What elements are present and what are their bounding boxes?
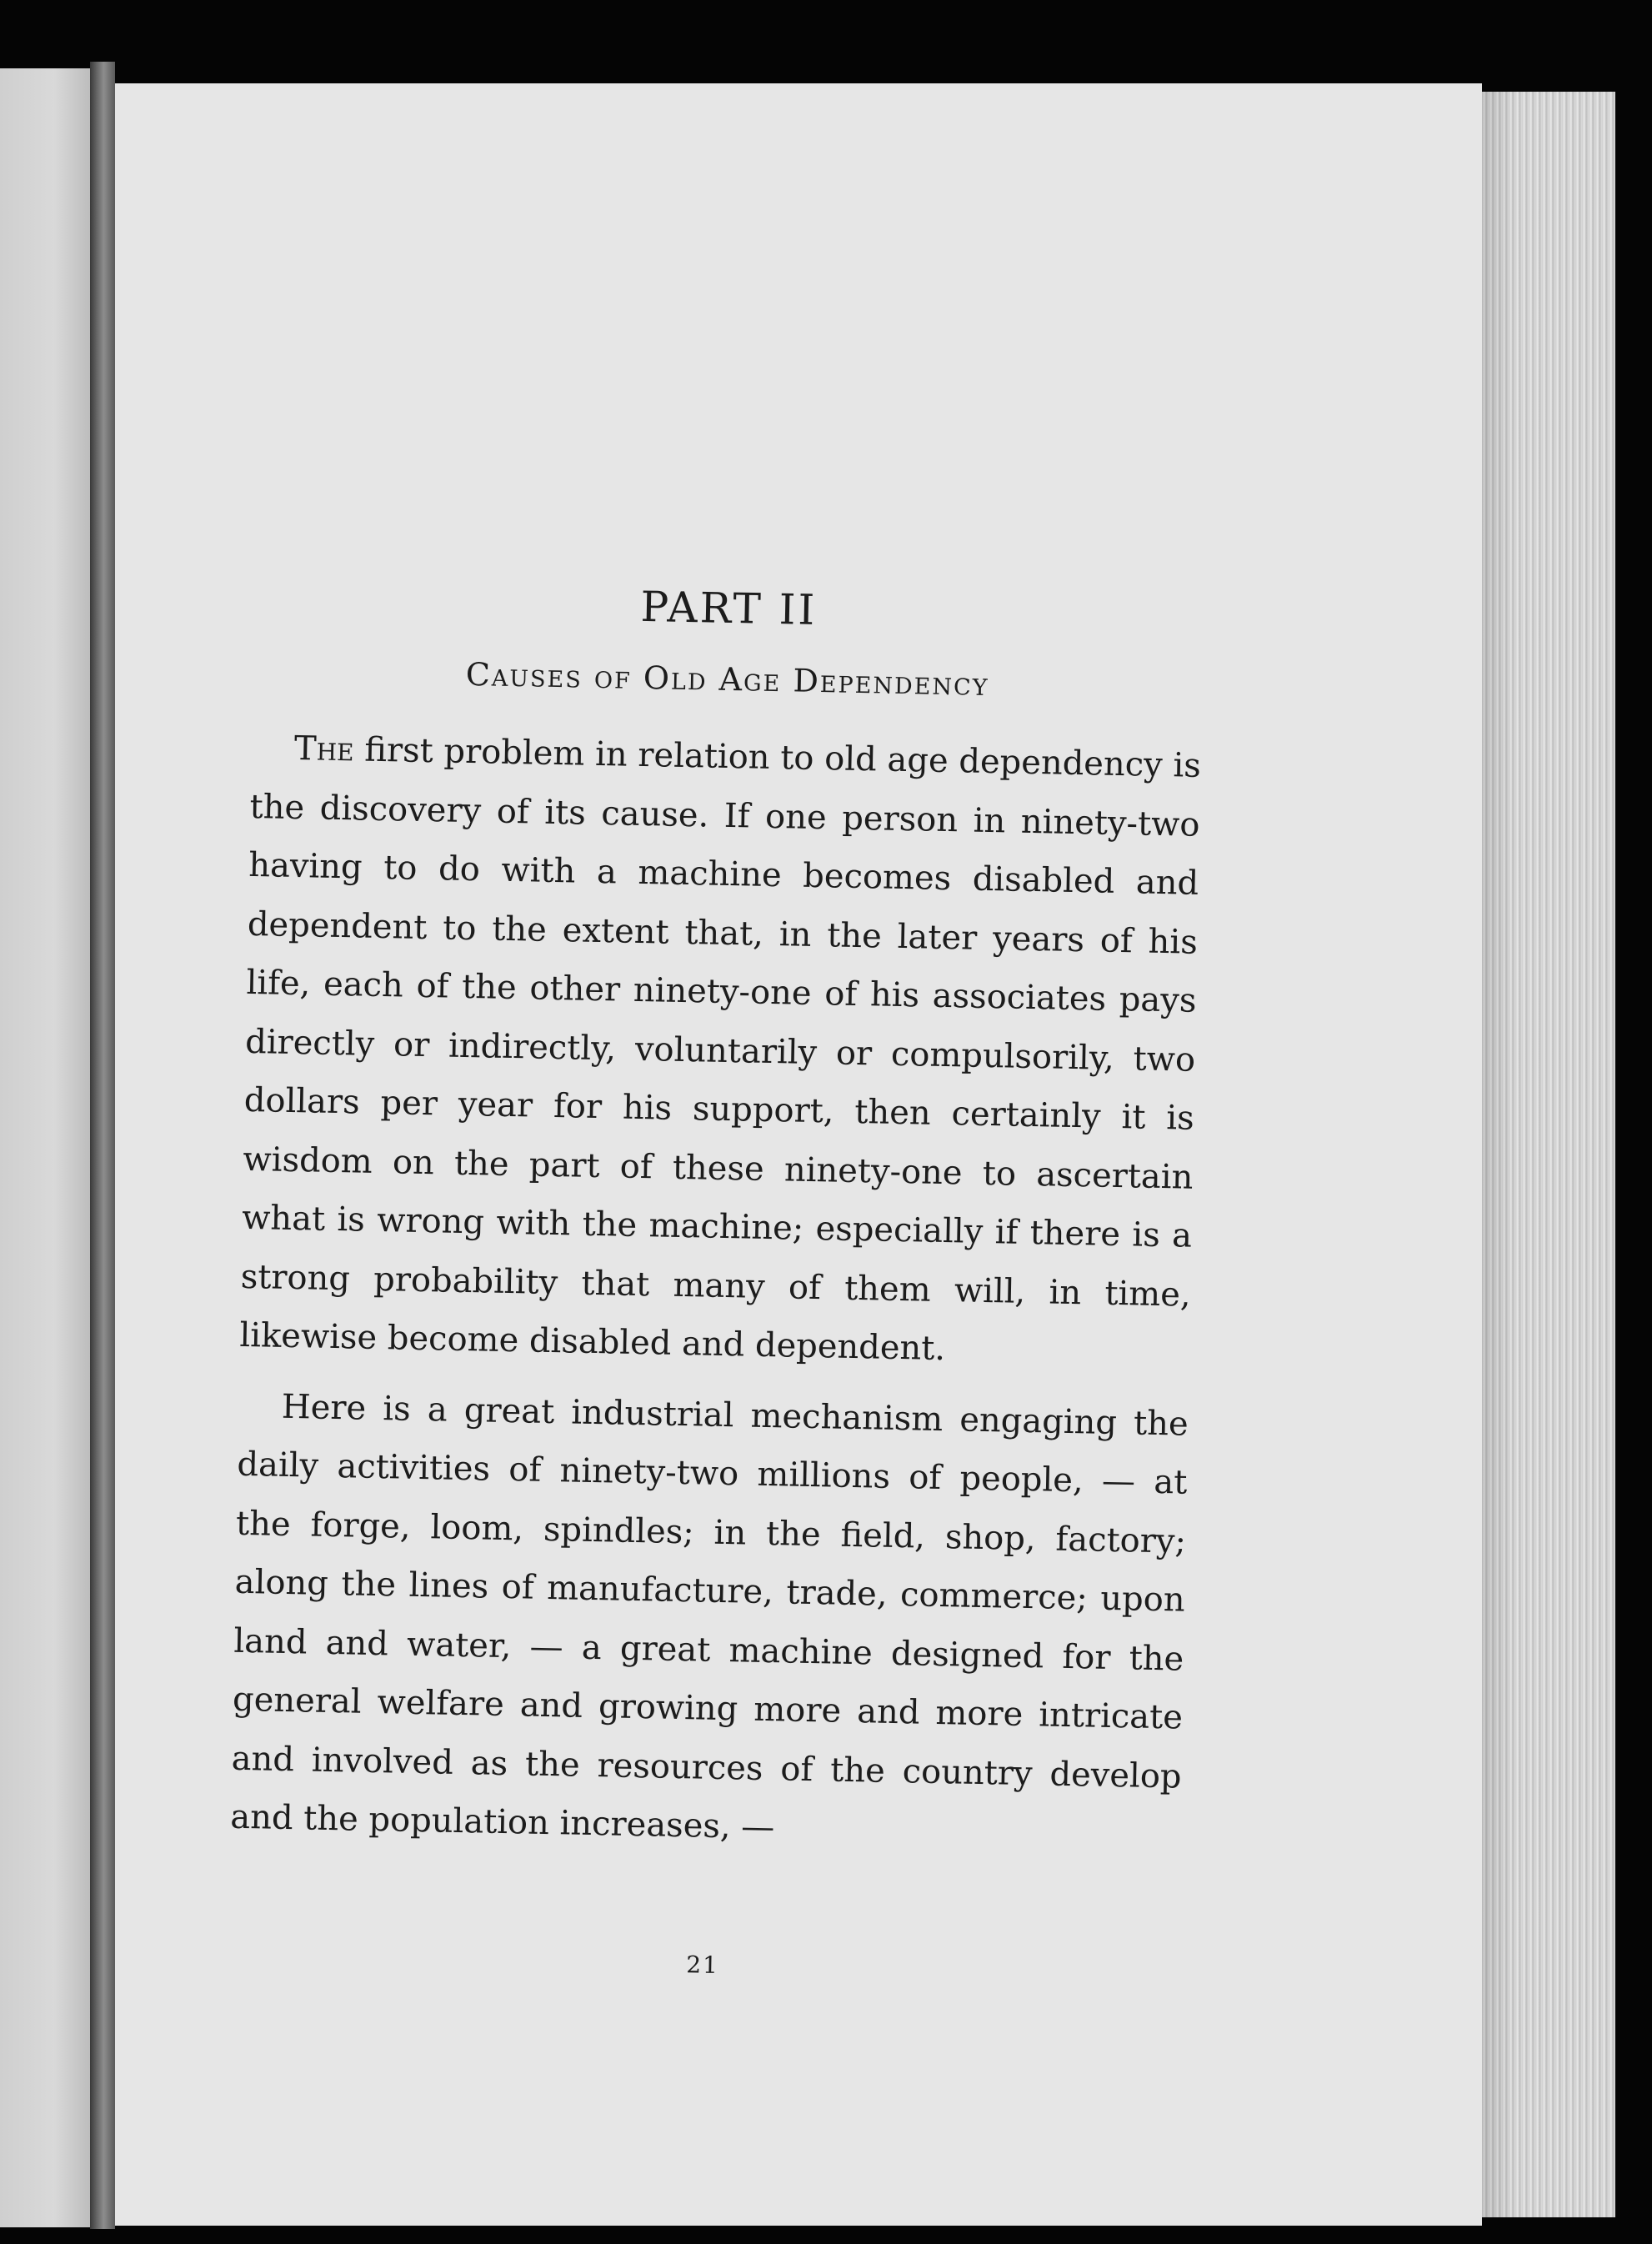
page-text-block <box>229 575 1204 1980</box>
page-edge-shadow <box>1482 92 1515 2217</box>
chapter-title: Causes of Old Age Dependency <box>465 655 989 703</box>
paragraph-2 <box>230 1376 1189 1865</box>
paragraph-2-text: Here is a great industrial mechanism engaging the daily activities of ninety-two millions of people, — at the forge, loom, spindles; in the field, shop, factory; along the lines of manufacture, trade, commerce; upon land and water, — a great machine designed for the general welfare and growing more and more intricate and involved as the resources of the country develop and the population increases, — <box>229 1387 1189 1847</box>
book-gutter <box>90 62 115 2229</box>
previous-page-edge <box>0 68 90 2227</box>
paragraph-1-text: first problem in relation to old age dependency is the discovery of its cause. If one person in ninety-two having to do with a machine becomes disabled and dependent to the extent that, in the later years of his life, each of the other ninety-one of his associates pays directly or indirectly, voluntarily or compulsorily, two dollars per year for his support, then certainly it is wisdom on the part of these ninety-one to ascertain what is wrong with the machine; especially if there is a strong probability that many of them will, in time, likewise become disabled and dependent. <box>239 730 1202 1369</box>
paragraph-1-lead: The <box>293 729 354 769</box>
paragraph-1 <box>239 719 1202 1383</box>
part-heading: PART II <box>639 582 818 634</box>
page-number: 21 <box>685 1951 720 1980</box>
